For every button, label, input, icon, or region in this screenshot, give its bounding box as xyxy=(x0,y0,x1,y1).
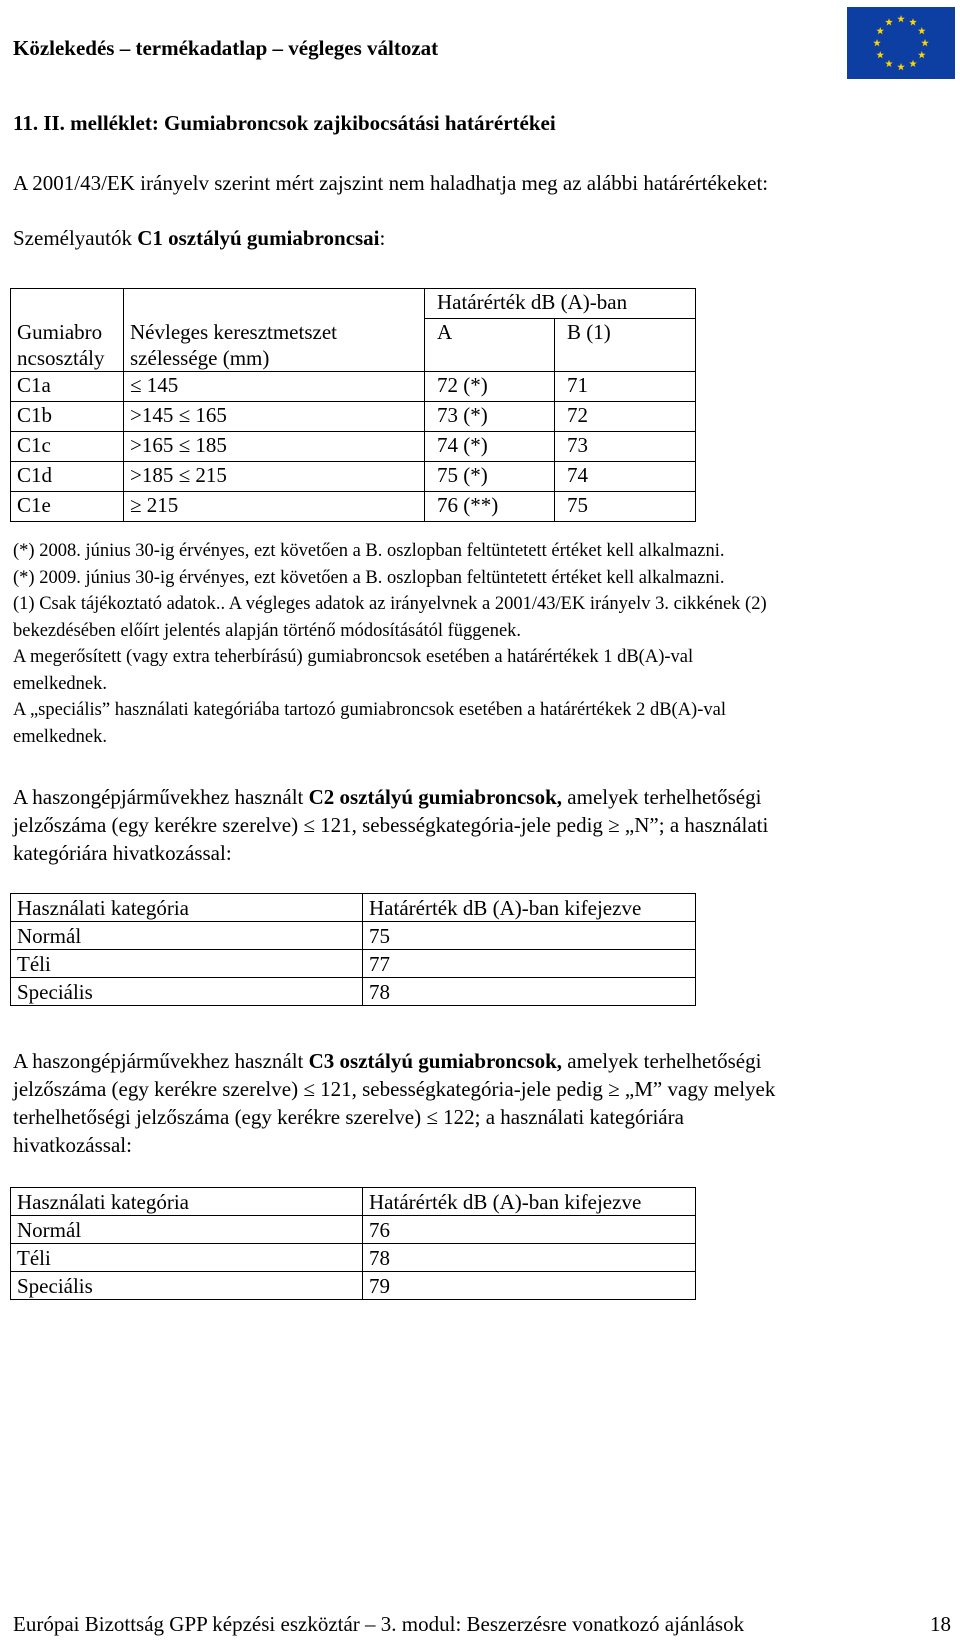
table-row: C1a ≤ 145 72 (*) 71 xyxy=(11,371,696,401)
note-line: A „speciális” használati kategóriába tartozó gumiabroncsok esetében a határértékek 2 dB(A)-val xyxy=(13,700,726,720)
col-b-header: B (1) xyxy=(555,319,696,372)
table-row: C1b >145 ≤ 165 73 (*) 72 xyxy=(11,401,696,431)
note-line: bekezdésében előírt jelentés alapján történő módosításától függenek. xyxy=(13,620,522,641)
note-line: emelkednek. xyxy=(13,673,107,694)
intro-paragraph: A 2001/43/EK irányelv szerint mért zajszint nem haladhatja meg az alábbi határértékeket: xyxy=(13,171,769,195)
table-row: C1d >185 ≤ 215 75 (*) 74 xyxy=(11,461,696,491)
col-a-header: A xyxy=(425,319,555,372)
table-row: C1e ≥ 215 76 (**) 75 xyxy=(11,491,696,521)
c2-paragraph: A haszongépjárművekhez használt C2 osztályú gumiabroncsok, amelyek terhelhetőségi jelzőszáma (egy kerékre szerelve) ≤ 121, sebességkategória-jele pedig ≥ „N”; a használati kategóriára hivatkozással: xyxy=(13,785,769,865)
c1-heading-prefix: Személyautók xyxy=(13,226,138,250)
notes-block xyxy=(13,538,767,750)
width-header-cell: Névleges keresztmetszet szélessége (mm) xyxy=(124,319,425,372)
note-line: (1) Csak tájékoztató adatok.. A végleges adatok az irányelvnek a 2001/43/EK irányelv 3. cikkének (2) xyxy=(13,594,767,614)
note-line: (*) 2008. június 30-ig érvényes, ezt követően a B. oszlopban feltüntetett értéket kell alkalmazni. xyxy=(13,541,725,561)
annex-title: 11. II. melléklet: Gumiabroncsok zajkibocsátási határértékei xyxy=(13,111,556,135)
document-header-title: Közlekedés – termékadatlap – végleges változat xyxy=(13,36,439,60)
table-header-row: Használati kategória Határérték dB (A)-ban kifejezve xyxy=(11,1188,696,1216)
table-row: Téli 77 xyxy=(11,950,696,978)
table-header-row: Használati kategória Határérték dB (A)-ban kifejezve xyxy=(11,894,696,922)
page-footer: Európai Bizottság GPP képzési eszköztár – 3. modul: Beszerzésre vonatkozó ajánlások xyxy=(13,1612,745,1636)
table-header-row xyxy=(11,289,696,319)
table-row: Normál 75 xyxy=(11,922,696,950)
note-line: A megerősített (vagy extra teherbírású) gumiabroncsok esetében a határértékek 1 dB(A)-val xyxy=(13,647,694,667)
table-header-row xyxy=(11,319,696,372)
note-line: emelkednek. xyxy=(13,726,107,747)
c3-limits-table xyxy=(10,1187,696,1300)
table-row: C1c >165 ≤ 185 74 (*) 73 xyxy=(11,431,696,461)
table-row: Téli 78 xyxy=(11,1244,696,1272)
eu-flag-icon xyxy=(847,7,955,79)
class-header-cell: Gumiabro ncsosztály xyxy=(11,319,124,372)
c1-heading-bold: C1 osztályú gumiabroncsai xyxy=(137,226,380,250)
group-header-cell: Határérték dB (A)-ban xyxy=(425,289,696,319)
c2-limits-table xyxy=(10,893,696,1006)
c3-paragraph: A haszongépjárművekhez használt C3 osztályú gumiabroncsok, amelyek terhelhetőségi jelzőszáma (egy kerékre szerelve) ≤ 121, sebességkategória-jele pedig ≥ „M” vagy melyek terhelhetőségi jelzőszáma (egy kerékre szerelve) ≤ 122; a használati kategóriára hivatkozással: xyxy=(13,1049,776,1157)
table-row: Speciális 79 xyxy=(11,1272,696,1300)
table-row: Speciális 78 xyxy=(11,978,696,1006)
c1-heading xyxy=(13,226,385,250)
table-row: Normál 76 xyxy=(11,1216,696,1244)
c1-heading-suffix: : xyxy=(379,226,386,250)
c1-limits-table xyxy=(10,288,696,522)
page-number: 18 xyxy=(930,1612,951,1636)
note-line: (*) 2009. június 30-ig érvényes, ezt követően a B. oszlopban feltüntetett értéket kell alkalmazni. xyxy=(13,567,725,588)
